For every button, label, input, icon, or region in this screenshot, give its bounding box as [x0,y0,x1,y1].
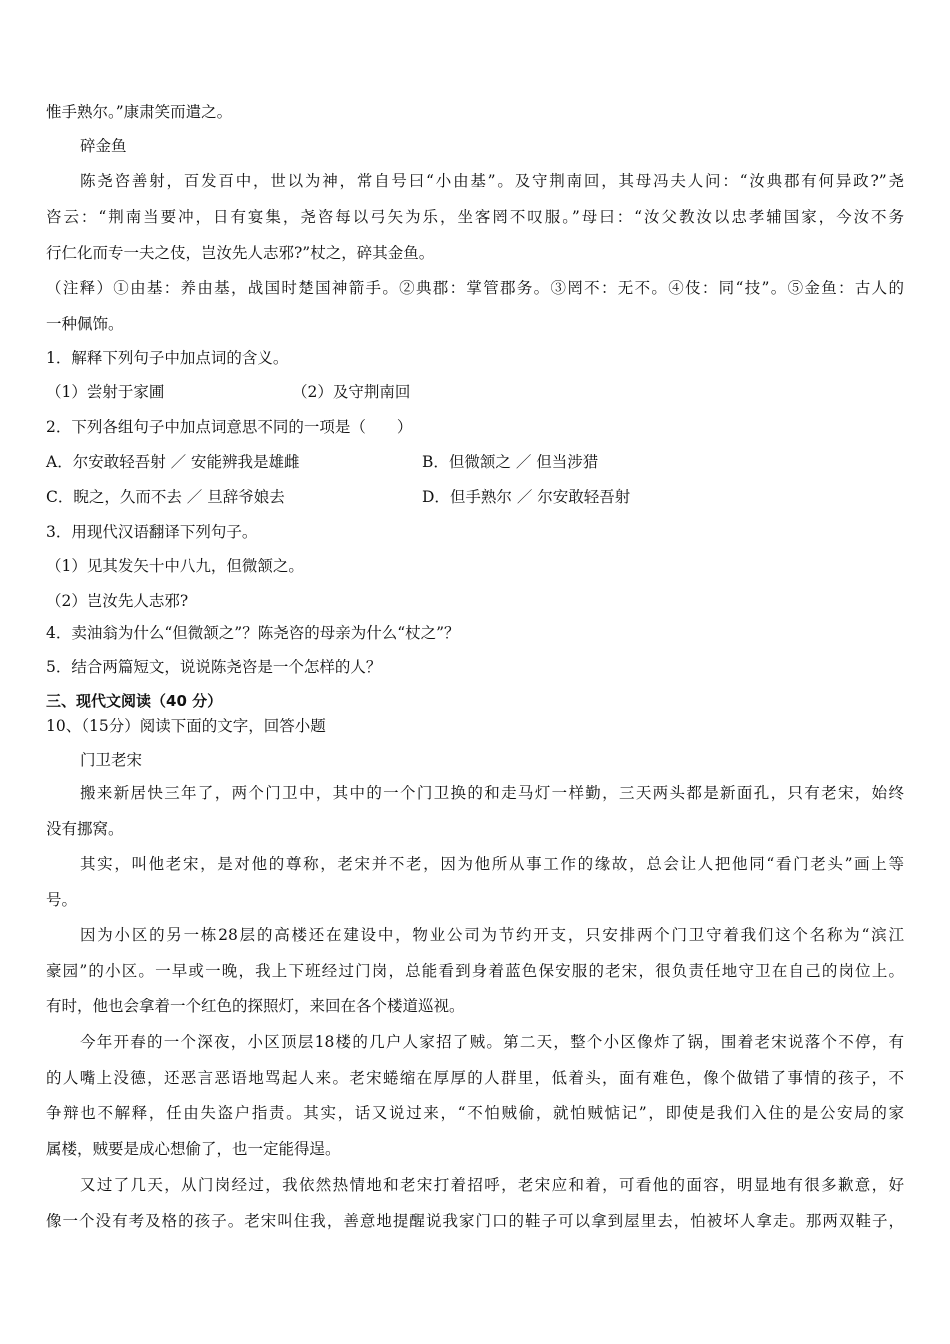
question-4: 4．卖油翁为什么“但微颔之”？陈尧咨的母亲为什么“杖之”？ [46,624,460,642]
question-3-item-2: （2）岂汝先人志邪? [46,592,189,610]
passage2-line: 行仁化而专一夫之伎，岂汝先人志邪?”杖之，碎其金鱼。 [46,244,435,262]
passage2-line: 咨云：“荆南当要冲，日有宴集，尧咨每以弓矢为乐，坐客罔不叹服。”母曰：“汝父教汝以忠孝辅国家，今汝不务 [46,208,904,226]
story-line: 豪园”的小区。一早或一晚，我上下班经过门岗，总能看到身着蓝色保安服的老宋，很负责任地守卫在自己的岗位上。 [46,962,904,980]
story-line: 的人嘴上没德，还恶言恶语地骂起人来。老宋蜷缩在厚厚的人群里，低着头，面有难色，像个做错了事情的孩子，不 [46,1069,904,1087]
notes-line: （注释）①由基：养由基，战国时楚国神箭手。②典郡：掌管郡务。③罔不：无不。④伎：同“技”。⑤金鱼：古人的 [46,279,904,297]
question-5: 5．结合两篇短文，说说陈尧咨是一个怎样的人？ [46,658,382,676]
notes-line: 一种佩饰。 [46,315,124,333]
story-line: 争辩也不解释，任由失盗户指责。其实，话又说过来，“不怕贼偷，就怕贼惦记”，即使是我们入住的是公安局的家 [46,1104,904,1122]
section-heading: 三、现代文阅读（40 分） [46,692,223,710]
story-line: 因为小区的另一栋28层的高楼还在建设中，物业公司为节约开支，只安排两个门卫守着我们这个名称为“滨江 [80,926,904,944]
question-3-item-1: （1）见其发矢十中八九，但微颔之。 [46,557,304,575]
option-a: A．尔安敢轻吾射 ／ 安能辨我是雄雌 [46,453,300,471]
question-1-items [46,381,411,403]
question-2-row-ab [46,451,599,473]
story-title: 门卫老宋 [80,751,143,769]
question-1-item-a: （1）尝射于家圃 [46,383,165,401]
story-line: 今年开春的一个深夜，小区顶层18楼的几户人家招了贼。第二天，整个小区像炸了锅，围着老宋说落个不停，有 [80,1033,904,1051]
story-line: 搬来新居快三年了，两个门卫中，其中的一个门卫换的和走马灯一样勤，三天两头都是新面孔，只有老宋，始终 [80,784,904,802]
passage1-last-line: 惟手熟尔。”康肃笑而遣之。 [46,103,233,121]
story-line: 属楼，贼要是成心想偷了，也一定能得逞。 [46,1140,341,1158]
story-line: 有时，他也会拿着一个红色的探照灯，来回在各个楼道巡视。 [46,997,465,1015]
question-1: 1．解释下列句子中加点词的含义。 [46,349,289,367]
passage2-title: 碎金鱼 [80,137,127,155]
question-3: 3．用现代汉语翻译下列句子。 [46,523,258,541]
question-2: 2．下列各组句子中加点词意思不同的一项是（ ） [46,418,413,436]
story-line: 又过了几天，从门岗经过，我依然热情地和老宋打着招呼，老宋应和着，可看他的面容，明显地有很多歉意，好 [80,1176,904,1194]
option-d: D．但手熟尔 ／ 尔安敢轻吾射 [422,488,631,506]
story-line: 号。 [46,891,78,909]
story-line: 像一个没有考及格的孩子。老宋叫住我，善意地提醒说我家门口的鞋子可以拿到屋里去，怕被坏人拿走。那两双鞋子， [46,1212,904,1230]
passage2-line: 陈尧咨善射，百发百中，世以为神，常自号曰“小由基”。及守荆南回，其母冯夫人问：“汝典郡有何异政?”尧 [80,172,904,190]
question-10: 10、（15分）阅读下面的文字，回答小题 [46,717,326,735]
story-line: 没有挪窝。 [46,820,124,838]
question-1-item-b: （2）及守荆南回 [292,383,411,401]
option-c: C．睨之，久而不去 ／ 旦辞爷娘去 [46,488,285,506]
option-b: B．但微颔之 ／ 但当涉猎 [422,453,599,471]
story-line: 其实，叫他老宋，是对他的尊称，老宋并不老，因为他所从事工作的缘故，总会让人把他同“看门老头”画上等 [80,855,904,873]
question-2-row-cd [46,486,631,508]
